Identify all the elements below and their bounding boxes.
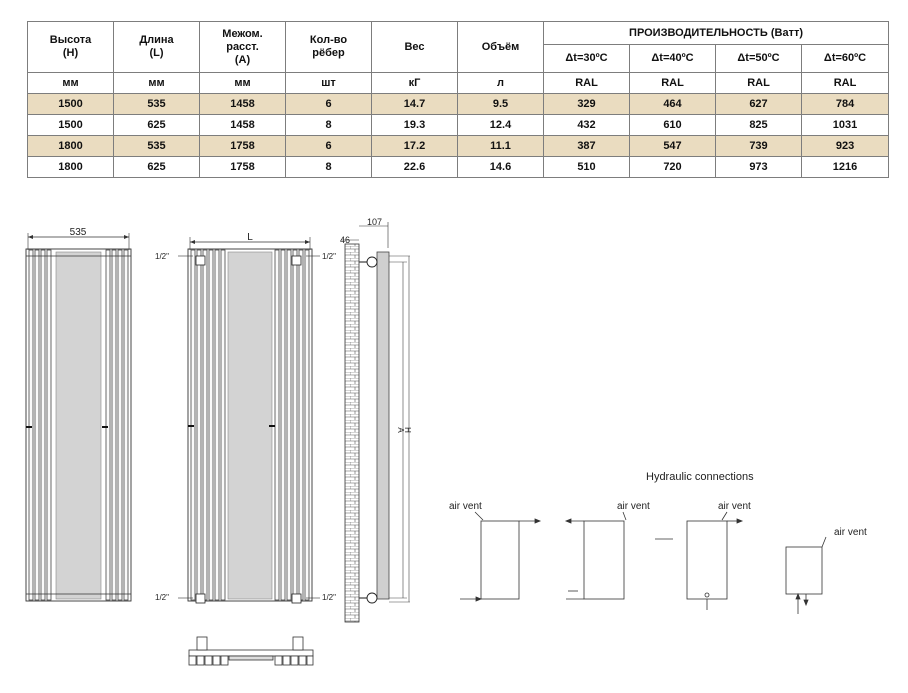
- table-cell: 1800: [28, 157, 114, 178]
- unit-cell: мм: [114, 73, 200, 94]
- hydraulic-connections: [449, 471, 867, 614]
- back-width-label: L: [247, 232, 253, 243]
- unit-cell: шт: [286, 73, 372, 94]
- table-cell: 387: [544, 136, 630, 157]
- table-cell: 1500: [28, 115, 114, 136]
- pipe-size-label: 1/2": [155, 252, 169, 261]
- table-cell: 923: [802, 136, 889, 157]
- header-length-label: Длина: [139, 34, 174, 46]
- header-volume: Объём: [458, 22, 544, 73]
- air-vent-label: air vent: [617, 501, 650, 512]
- unit-cell: RAL: [544, 73, 630, 94]
- header-length-symbol: (L): [149, 47, 164, 59]
- unit-cell: кГ: [372, 73, 458, 94]
- table-cell: 6: [286, 136, 372, 157]
- unit-cell: л: [458, 73, 544, 94]
- table-cell: 720: [630, 157, 716, 178]
- side-view-drawing: [340, 217, 412, 622]
- back-view-drawing: [155, 232, 336, 603]
- front-width-label: 535: [69, 227, 87, 238]
- side-depth-label: 107: [367, 217, 383, 227]
- dim-a-label: A: [396, 427, 405, 433]
- header-performance: ПРОИЗВОДИТЕЛЬНОСТЬ (Ватт): [544, 22, 889, 45]
- unit-cell: мм: [200, 73, 286, 94]
- table-cell: 8: [286, 115, 372, 136]
- unit-cell: RAL: [716, 73, 802, 94]
- table-cell: 12.4: [458, 115, 544, 136]
- air-vent-label: air vent: [718, 501, 751, 512]
- front-view-drawing: [26, 227, 131, 601]
- table-cell: 11.1: [458, 136, 544, 157]
- header-ribs-label-2: рёбер: [312, 47, 345, 59]
- table-cell: 535: [114, 136, 200, 157]
- table-cell: 510: [544, 157, 630, 178]
- table-cell: 19.3: [372, 115, 458, 136]
- header-dt50: Δt=50ºC: [716, 45, 802, 73]
- header-ribs-label-1: Кол-во: [309, 34, 348, 46]
- table-cell: 784: [802, 94, 889, 115]
- table-cell: 1031: [802, 115, 889, 136]
- table-cell: 329: [544, 94, 630, 115]
- header-dt30: Δt=30ºC: [544, 45, 630, 73]
- table-cell: 1458: [200, 94, 286, 115]
- table-cell: 825: [716, 115, 802, 136]
- top-view-drawing: [189, 637, 313, 665]
- table-cell: 625: [114, 115, 200, 136]
- table-cell: 8: [286, 157, 372, 178]
- header-spacing-label-2: расст.: [226, 40, 259, 53]
- table-cell: 1216: [802, 157, 889, 178]
- table-cell: 9.5: [458, 94, 544, 115]
- side-offset-label: 46: [340, 235, 351, 245]
- table-cell: 14.7: [372, 94, 458, 115]
- hydraulic-diagram-2: [566, 512, 626, 599]
- hydraulic-diagram-1: [460, 512, 540, 601]
- table-cell: 1800: [28, 136, 114, 157]
- table-cell: 6: [286, 94, 372, 115]
- header-weight: Вес: [372, 22, 458, 73]
- header-height-label: Высота: [49, 34, 92, 46]
- table-cell: 973: [716, 157, 802, 178]
- pipe-size-label: 1/2": [155, 593, 169, 602]
- unit-cell: RAL: [630, 73, 716, 94]
- table-cell: 535: [114, 94, 200, 115]
- table-cell: 14.6: [458, 157, 544, 178]
- header-spacing-label-1: Межом.: [222, 27, 263, 40]
- hydraulic-diagram-4: [786, 537, 826, 614]
- table-cell: 17.2: [372, 136, 458, 157]
- table-cell: 464: [630, 94, 716, 115]
- air-vent-label: air vent: [449, 501, 482, 512]
- unit-cell: RAL: [802, 73, 889, 94]
- pipe-size-label: 1/2": [322, 593, 336, 602]
- header-height-symbol: (Н): [62, 47, 79, 59]
- unit-cell: мм: [28, 73, 114, 94]
- table-cell: 625: [114, 157, 200, 178]
- table-cell: 610: [630, 115, 716, 136]
- table-cell: 739: [716, 136, 802, 157]
- table-cell: 1458: [200, 115, 286, 136]
- hydraulic-diagram-3: [655, 512, 742, 610]
- header-spacing-symbol: (А): [234, 53, 251, 66]
- pipe-size-label: 1/2": [322, 252, 336, 261]
- air-vent-label: air vent: [834, 527, 867, 538]
- dim-h-label: H: [403, 427, 412, 433]
- header-dt60: Δt=60ºC: [802, 45, 889, 73]
- table-cell: 1758: [200, 136, 286, 157]
- table-cell: 432: [544, 115, 630, 136]
- hydraulic-title: Hydraulic connections: [646, 471, 754, 483]
- table-cell: 22.6: [372, 157, 458, 178]
- table-cell: 547: [630, 136, 716, 157]
- header-dt40: Δt=40ºC: [630, 45, 716, 73]
- table-cell: 627: [716, 94, 802, 115]
- table-cell: 1758: [200, 157, 286, 178]
- table-cell: 1500: [28, 94, 114, 115]
